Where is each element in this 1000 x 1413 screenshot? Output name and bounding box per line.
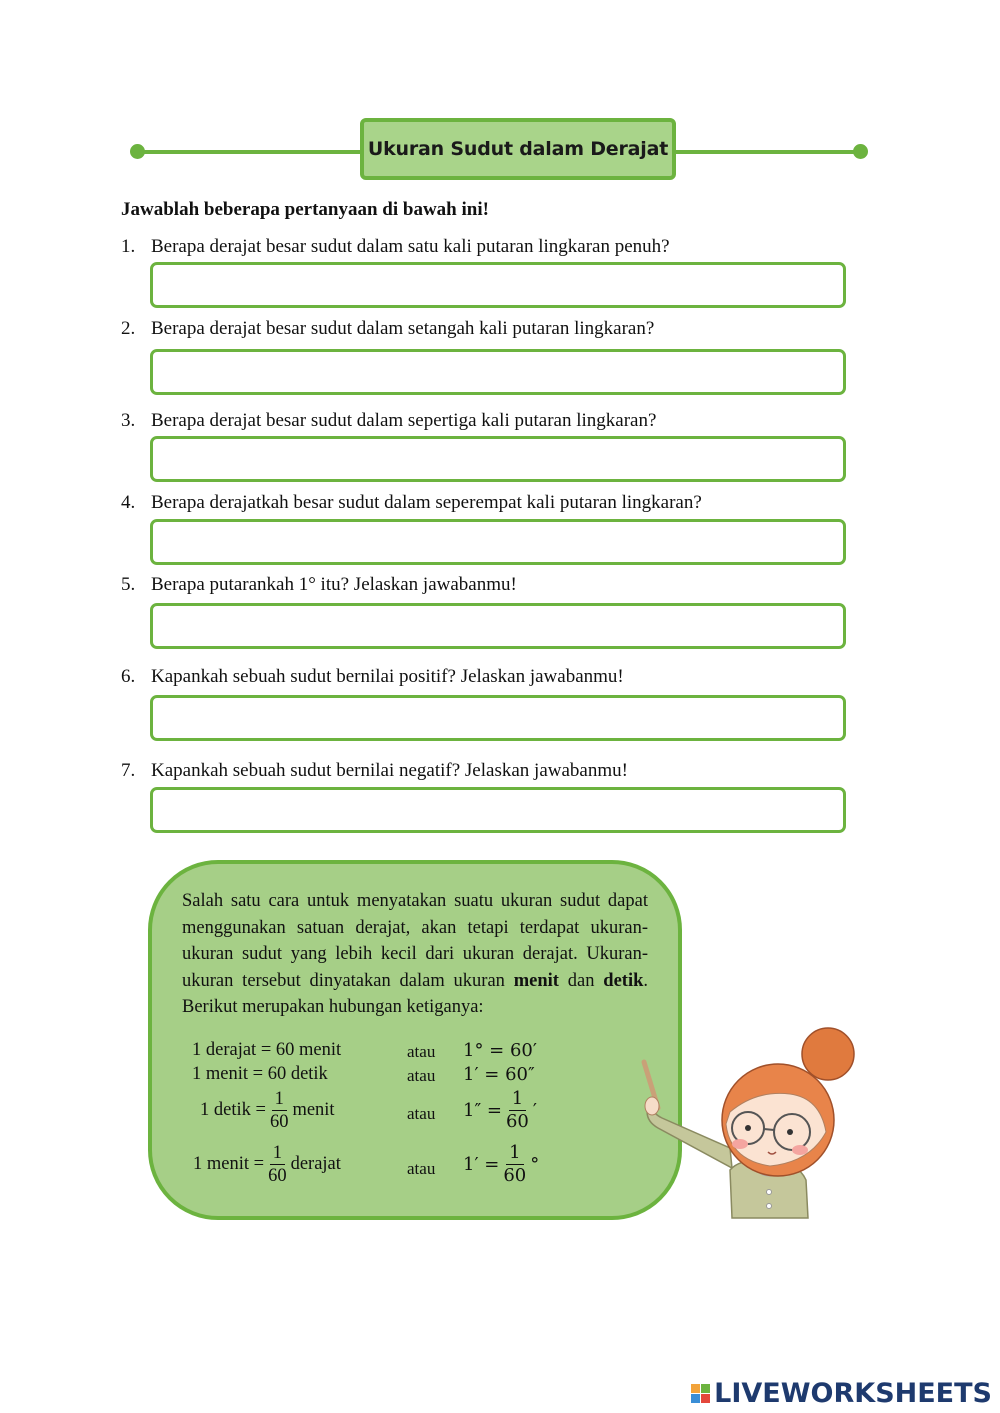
logo-mark-icon bbox=[691, 1384, 710, 1403]
question-text: Berapa derajat besar sudut dalam satu kali putaran lingkaran penuh? bbox=[151, 236, 670, 257]
fraction-denominator: 60 bbox=[505, 1111, 529, 1132]
question-number: 4. bbox=[121, 492, 136, 513]
fraction-denominator: 60 bbox=[503, 1165, 527, 1186]
question-number: 1. bbox=[121, 236, 136, 257]
info-text-1: Salah satu cara untuk menyatakan suatu ukuran sudut dapat menggunakan satuan derajat, akan tetapi terdapat ukuran-ukuran sudut yang lebih kecil dari ukuran derajat. Ukuran-ukuran tersebut dinyatakan dalam ukuran bbox=[182, 891, 648, 991]
question-number: 2. bbox=[121, 318, 136, 339]
fraction-numerator: 1 bbox=[506, 1142, 523, 1165]
question-text: Kapankah sebuah sudut bernilai negatif? Jelaskan jawabanmu! bbox=[151, 760, 628, 781]
info-bold-menit: menit bbox=[513, 970, 559, 991]
relation-1-left: 1 derajat = 60 menit bbox=[192, 1040, 342, 1060]
question-text: Berapa derajat besar sudut dalam sepertiga kali putaran lingkaran? bbox=[151, 410, 657, 431]
answer-box-4[interactable] bbox=[150, 519, 846, 565]
fraction-numerator: 1 bbox=[509, 1088, 526, 1111]
question-1 bbox=[121, 236, 670, 258]
relation-1-right: 1° = 60′ bbox=[463, 1040, 537, 1061]
relation-3-left bbox=[200, 1088, 335, 1133]
relation-4-atau: atau bbox=[407, 1159, 436, 1178]
relation-1-atau: atau bbox=[407, 1042, 436, 1061]
answer-box-7[interactable] bbox=[150, 787, 846, 833]
question-text: Berapa derajat besar sudut dalam setangah kali putaran lingkaran? bbox=[151, 318, 655, 339]
question-3 bbox=[121, 410, 656, 432]
info-text-3: . Berikut merupakan hubungan ketiganya: bbox=[182, 970, 649, 1017]
question-6 bbox=[121, 666, 624, 688]
page-title: Ukuran Sudut dalam Derajat bbox=[367, 138, 669, 160]
fraction-denominator: 60 bbox=[268, 1166, 287, 1186]
fraction-1-60 bbox=[503, 1142, 526, 1187]
relation-4-left bbox=[193, 1142, 341, 1187]
title-left-line bbox=[138, 150, 366, 154]
fraction-1-60 bbox=[506, 1088, 529, 1133]
question-number: 3. bbox=[121, 410, 136, 431]
question-text: Berapa derajatkah besar sudut dalam seperempat kali putaran lingkaran? bbox=[151, 492, 702, 513]
relation-2-left: 1 menit = 60 detik bbox=[192, 1064, 328, 1084]
relation-3-left-a: 1 detik = bbox=[200, 1100, 266, 1120]
relation-2-atau: atau bbox=[407, 1066, 436, 1085]
relation-4-right-b: ° bbox=[530, 1154, 540, 1175]
question-number: 7. bbox=[121, 760, 136, 781]
relation-4-left-a: 1 menit = bbox=[193, 1154, 265, 1174]
info-text-2: dan bbox=[558, 970, 604, 991]
answer-box-5[interactable] bbox=[150, 603, 846, 649]
relation-4-left-b: derajat bbox=[290, 1154, 341, 1174]
title-right-line bbox=[676, 150, 862, 154]
fraction-numerator: 1 bbox=[270, 1142, 285, 1165]
question-7 bbox=[121, 760, 628, 782]
relation-4-right bbox=[463, 1142, 539, 1187]
relation-3-right-b: ′ bbox=[532, 1100, 537, 1121]
question-4 bbox=[121, 492, 702, 514]
relation-3-atau: atau bbox=[407, 1104, 436, 1123]
relation-2-right: 1′ = 60″ bbox=[463, 1064, 535, 1085]
fraction-1-60 bbox=[268, 1142, 287, 1187]
answer-box-6[interactable] bbox=[150, 695, 846, 741]
info-bold-detik: detik bbox=[603, 970, 644, 991]
relation-4-right-a: 1′ = bbox=[463, 1154, 500, 1175]
relation-3-left-b: menit bbox=[292, 1100, 335, 1120]
question-number: 6. bbox=[121, 666, 136, 687]
liveworksheets-logo bbox=[691, 1378, 992, 1409]
title-right-dot bbox=[853, 144, 868, 159]
question-2 bbox=[121, 318, 654, 340]
relation-3-right bbox=[463, 1088, 537, 1133]
instruction: Jawablah beberapa pertanyaan di bawah ini! bbox=[121, 199, 489, 220]
question-5 bbox=[121, 574, 517, 596]
answer-box-1[interactable] bbox=[150, 262, 846, 308]
teacher-illustration bbox=[630, 1020, 870, 1220]
answer-box-3[interactable] bbox=[150, 436, 846, 482]
title-box bbox=[360, 118, 676, 180]
question-text: Kapankah sebuah sudut bernilai positif? Jelaskan jawabanmu! bbox=[151, 666, 624, 687]
question-text: Berapa putarankah 1° itu? Jelaskan jawabanmu! bbox=[151, 574, 517, 595]
fraction-denominator: 60 bbox=[269, 1112, 289, 1132]
question-number: 5. bbox=[121, 574, 136, 595]
fraction-1-60 bbox=[270, 1088, 289, 1133]
info-paragraph bbox=[182, 888, 648, 1021]
fraction-numerator: 1 bbox=[272, 1088, 287, 1111]
answer-box-2[interactable] bbox=[150, 349, 846, 395]
logo-text: LIVEWORKSHEETS bbox=[714, 1378, 992, 1409]
relation-3-right-a: 1″ = bbox=[463, 1100, 502, 1121]
